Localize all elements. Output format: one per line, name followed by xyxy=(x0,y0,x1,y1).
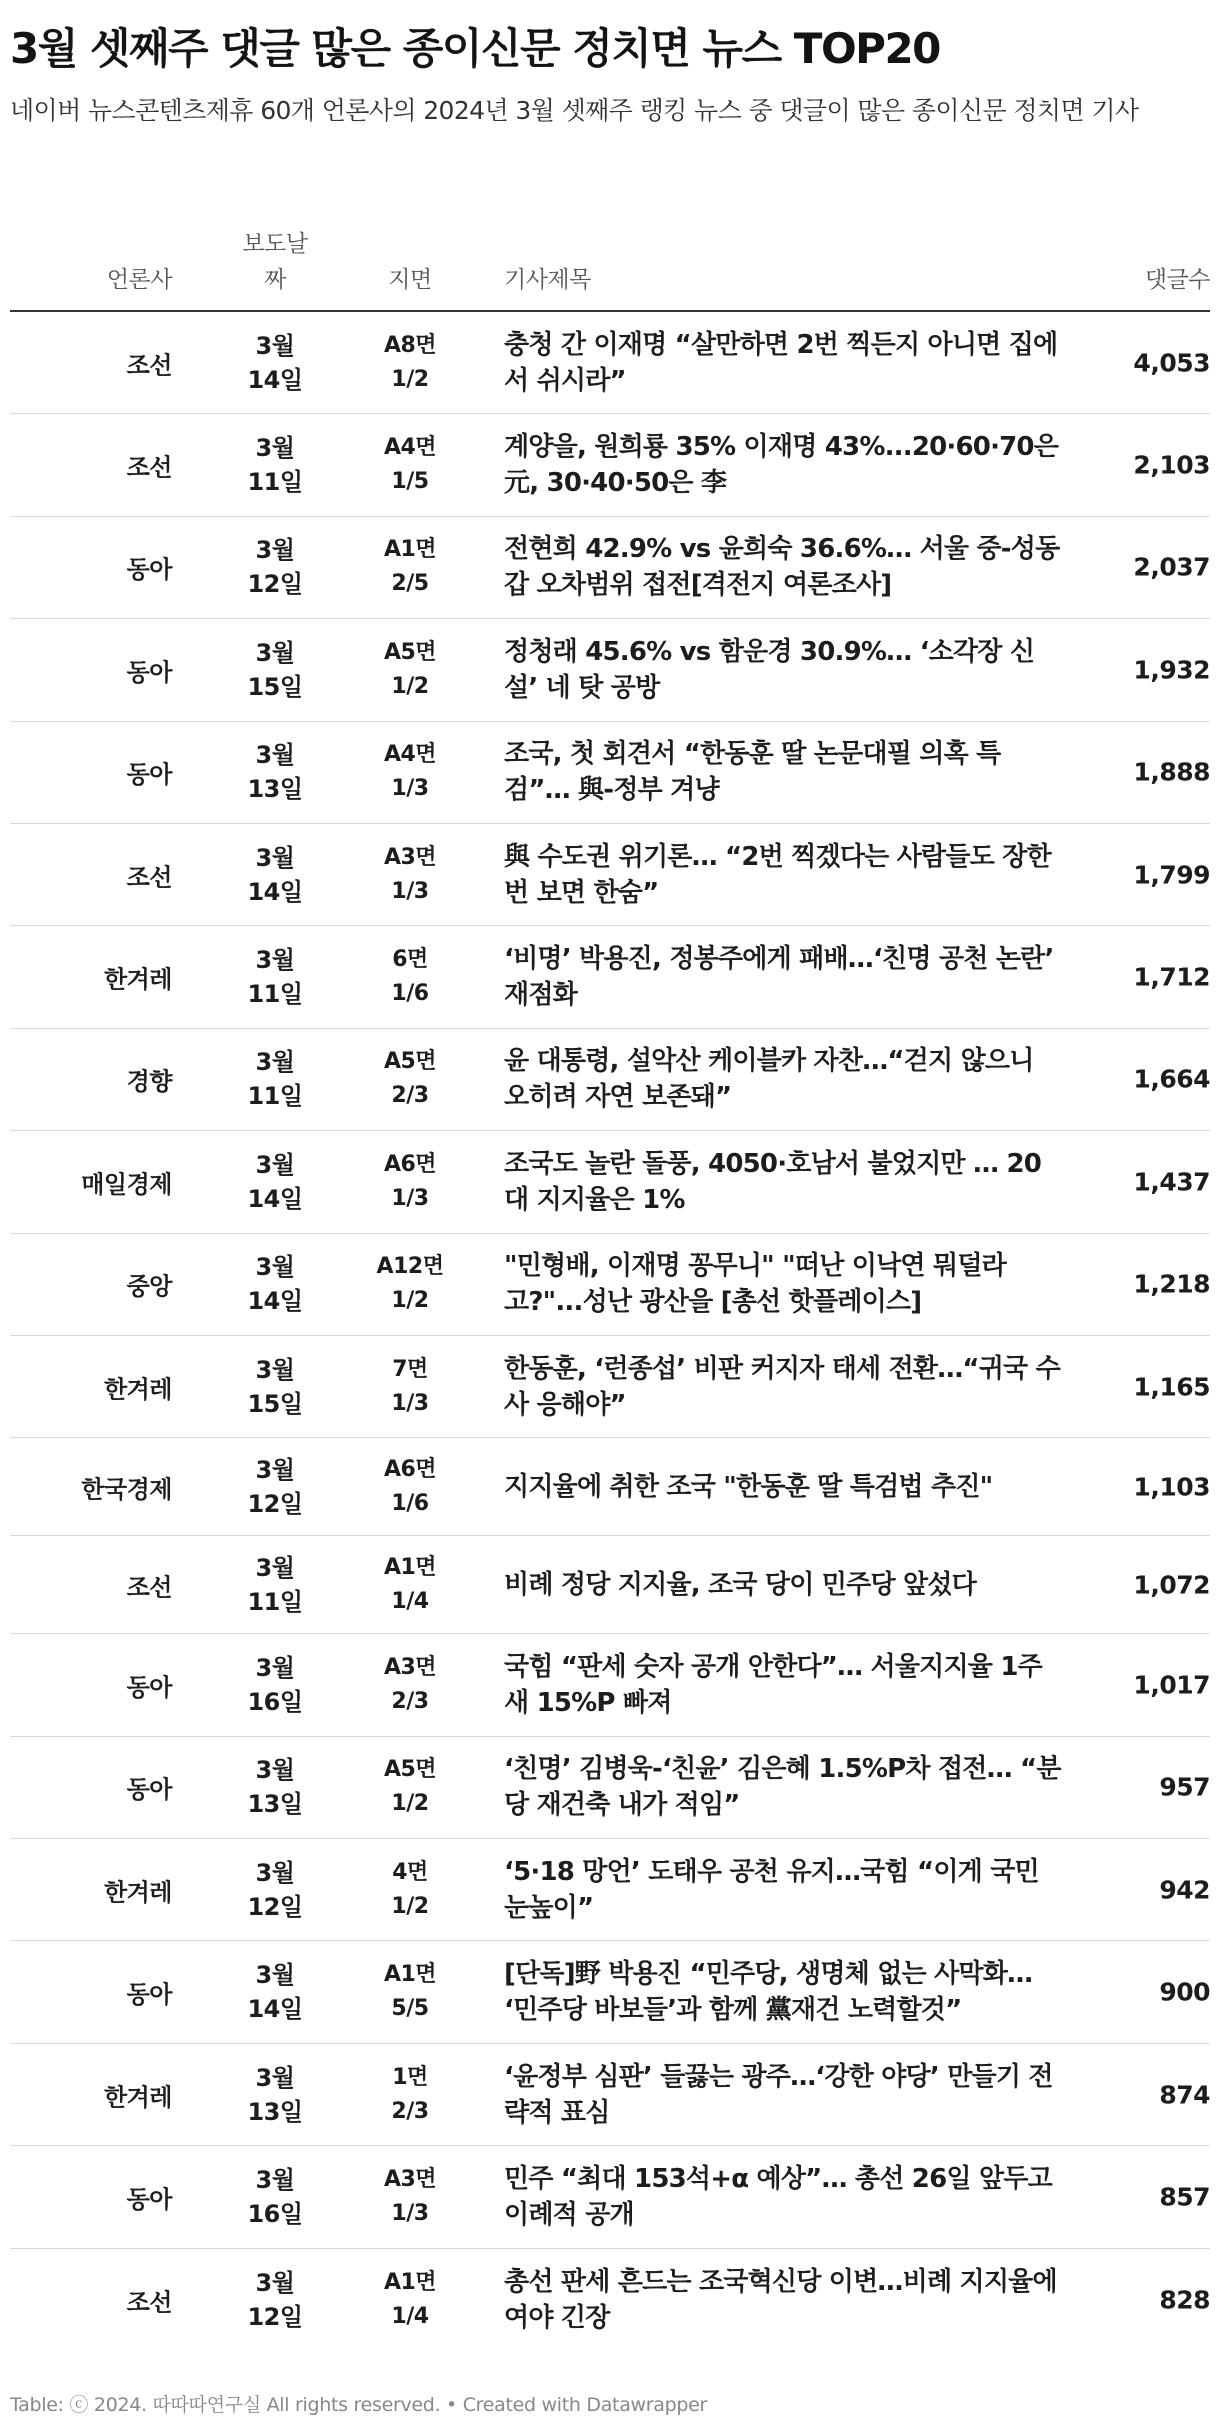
source-cell: 동아 xyxy=(126,658,172,687)
page-order: 1/6 xyxy=(391,981,429,1007)
table-row xyxy=(10,1941,1210,2043)
page-number: A1면 xyxy=(383,1962,437,1988)
date-day: 16일 xyxy=(247,2199,303,2228)
date-day: 13일 xyxy=(247,1790,303,1819)
date-cell xyxy=(210,1551,340,1619)
source-cell: 한겨레 xyxy=(103,1878,172,1907)
page-cell xyxy=(350,636,470,704)
date-day: 14일 xyxy=(247,1287,303,1316)
page-order: 1/5 xyxy=(391,469,429,495)
page-subtitle: 네이버 뉴스콘텐츠제휴 60개 언론사의 2024년 3월 셋째주 랭킹 뉴스 중 댓글이 많은 종이신문 정치면 기사 xyxy=(10,96,1139,125)
table-row xyxy=(10,1839,1210,1941)
date-cell xyxy=(210,1353,340,1421)
table-row xyxy=(10,1536,1210,1634)
article-title-cell: 조국, 첫 회견서 “한동훈 딸 논문대필 의혹 특검”… 與-정부 겨냥 xyxy=(504,739,1001,806)
date-month: 3월 xyxy=(255,2063,295,2092)
date-day: 15일 xyxy=(247,672,303,701)
table-header xyxy=(10,222,1210,312)
page-title: 3월 셋째주 댓글 많은 종이신문 정치면 뉴스 TOP20 xyxy=(10,24,940,73)
page-order: 2/3 xyxy=(391,1083,429,1109)
article-title-cell: 정청래 45.6% vs 함운경 30.9%… ‘소각장 신설’ 네 탓 공방 xyxy=(504,636,1035,703)
date-month: 3월 xyxy=(255,741,295,770)
page-cell xyxy=(350,1353,470,1421)
date-cell xyxy=(210,1651,340,1719)
source-cell: 한겨레 xyxy=(103,1375,172,1404)
date-cell xyxy=(210,1453,340,1521)
page-order: 2/5 xyxy=(391,571,429,597)
page-cell xyxy=(350,1250,470,1318)
table-row xyxy=(10,1438,1210,1536)
date-cell xyxy=(210,1856,340,1924)
page-number: A1면 xyxy=(383,2269,437,2295)
page-cell xyxy=(350,841,470,909)
source-cell: 매일경제 xyxy=(81,1170,172,1199)
page-number: A1면 xyxy=(383,537,437,563)
table-row xyxy=(10,1336,1210,1438)
date-day: 13일 xyxy=(247,2097,303,2126)
date-month: 3월 xyxy=(255,1553,295,1582)
date-cell xyxy=(210,329,340,397)
article-title-cell: 총선 판세 흔드는 조국혁신당 이변…비례 지지율에 여야 긴장 xyxy=(504,2266,1057,2333)
comment-count-cell: 4,053 xyxy=(1133,348,1210,378)
table-row xyxy=(10,517,1210,619)
date-day: 14일 xyxy=(247,1995,303,2024)
date-cell xyxy=(210,1045,340,1113)
page-cell xyxy=(350,1958,470,2026)
date-month: 3월 xyxy=(255,434,295,463)
page-cell xyxy=(350,1551,470,1619)
page-order: 1/4 xyxy=(391,2303,429,2329)
article-title-cell: ‘윤정부 심판’ 들끓는 광주…‘강한 야당’ 만들기 전략적 표심 xyxy=(504,2061,1053,2128)
page-cell xyxy=(350,738,470,806)
column-header-date-line2: 짜 xyxy=(264,267,286,293)
date-cell xyxy=(210,1958,340,2026)
comment-count-cell: 1,103 xyxy=(1133,1472,1210,1502)
source-cell: 한겨레 xyxy=(103,2083,172,2112)
page-number: A5면 xyxy=(383,1757,437,1783)
article-title-cell: 계양을, 원희룡 35% 이재명 43%...20·60·70은 元, 30·40·50은 李 xyxy=(504,432,1059,499)
column-header-title[interactable]: 기사제목 xyxy=(504,267,591,293)
page-cell xyxy=(350,1856,470,1924)
date-cell xyxy=(210,2163,340,2231)
source-cell: 조선 xyxy=(126,863,172,892)
table-row xyxy=(10,1634,1210,1736)
page-order: 1/2 xyxy=(391,1791,429,1817)
date-cell xyxy=(210,2266,340,2334)
article-title-cell: 조국도 놀란 돌풍, 4050·호남서 불었지만 … 20대 지지율은 1% xyxy=(504,1148,1042,1215)
comment-count-cell: 1,664 xyxy=(1133,1064,1210,1094)
comment-count-cell: 1,888 xyxy=(1133,757,1210,787)
date-month: 3월 xyxy=(255,1961,295,1990)
comment-count-cell: 828 xyxy=(1159,2285,1210,2315)
date-month: 3월 xyxy=(255,1355,295,1384)
comment-count-cell: 2,103 xyxy=(1133,450,1210,480)
article-title-cell: 비례 정당 지지율, 조국 당이 민주당 앞섰다 xyxy=(504,1569,976,1600)
date-month: 3월 xyxy=(255,2268,295,2297)
date-day: 11일 xyxy=(247,980,303,1009)
date-cell xyxy=(210,2061,340,2129)
article-title-cell: 與 수도권 위기론… “2번 찍겠다는 사람들도 장한번 보면 한숨” xyxy=(504,841,1051,908)
source-cell: 동아 xyxy=(126,1980,172,2009)
comment-count-cell: 900 xyxy=(1159,1977,1210,2007)
page-order: 1/3 xyxy=(391,1185,429,1211)
table-row xyxy=(10,1737,1210,1839)
date-day: 11일 xyxy=(247,468,303,497)
date-month: 3월 xyxy=(255,536,295,565)
table-row xyxy=(10,619,1210,721)
page-order: 2/3 xyxy=(391,2098,429,2124)
date-cell xyxy=(210,841,340,909)
page-order: 1/3 xyxy=(391,1390,429,1416)
date-day: 16일 xyxy=(247,1687,303,1716)
date-month: 3월 xyxy=(255,331,295,360)
table-row xyxy=(10,2146,1210,2248)
page-cell xyxy=(350,329,470,397)
date-month: 3월 xyxy=(255,1858,295,1887)
page-order: 2/3 xyxy=(391,1688,429,1714)
date-day: 12일 xyxy=(247,2302,303,2331)
date-month: 3월 xyxy=(255,1455,295,1484)
page-order: 1/2 xyxy=(391,1288,429,1314)
article-title-cell: 민주 “최대 153석+α 예상”… 총선 26일 앞두고 이례적 공개 xyxy=(504,2163,1052,2230)
date-month: 3월 xyxy=(255,1653,295,1682)
article-title-cell: 국힘 “판세 숫자 공개 안한다”… 서울지지율 1주새 15%P 빠져 xyxy=(504,1651,1042,1718)
source-cell: 한겨레 xyxy=(103,965,172,994)
page-cell xyxy=(350,1148,470,1216)
table-row xyxy=(10,312,1210,414)
page-number: 7면 xyxy=(392,1356,428,1382)
comment-count-cell: 942 xyxy=(1159,1875,1210,1905)
date-month: 3월 xyxy=(255,843,295,872)
page-number: A3면 xyxy=(383,2166,437,2192)
page-order: 1/3 xyxy=(391,878,429,904)
table-row xyxy=(10,824,1210,926)
table-row xyxy=(10,2044,1210,2146)
article-title-cell: 충청 간 이재명 “살만하면 2번 찍든지 아니면 집에서 쉬시라” xyxy=(504,329,1058,396)
table-row xyxy=(10,926,1210,1028)
page-order: 1/3 xyxy=(391,776,429,802)
comment-count-cell: 1,072 xyxy=(1133,1570,1210,1600)
source-cell: 조선 xyxy=(126,453,172,482)
date-month: 3월 xyxy=(255,2165,295,2194)
page-cell xyxy=(350,1453,470,1521)
date-cell xyxy=(210,1250,340,1318)
date-cell xyxy=(210,431,340,499)
comment-count-cell: 1,437 xyxy=(1133,1167,1210,1197)
comment-count-cell: 874 xyxy=(1159,2080,1210,2110)
page-cell xyxy=(350,431,470,499)
source-cell: 동아 xyxy=(126,1673,172,1702)
comment-count-cell: 1,218 xyxy=(1133,1269,1210,1299)
page-cell xyxy=(350,943,470,1011)
date-month: 3월 xyxy=(255,946,295,975)
date-day: 12일 xyxy=(247,570,303,599)
page-order: 1/2 xyxy=(391,366,429,392)
page-number: 6면 xyxy=(392,947,428,973)
page-number: A6면 xyxy=(383,1456,437,1482)
page-order: 5/5 xyxy=(391,1996,429,2022)
table-row xyxy=(10,1029,1210,1131)
page-cell xyxy=(350,1045,470,1113)
article-title-cell: 한동훈, ‘런종섭’ 비판 커지자 태세 전환…“귀국 수사 응해야” xyxy=(504,1353,1060,1420)
page-order: 1/4 xyxy=(391,1588,429,1614)
page-number: A3면 xyxy=(383,844,437,870)
date-day: 15일 xyxy=(247,1389,303,1418)
article-title-cell: 윤 대통령, 설악산 케이블카 자찬…“걷지 않으니 오히려 자연 보존돼” xyxy=(504,1046,1034,1113)
table-row xyxy=(10,1234,1210,1336)
article-title-cell: [단독]野 박용진 “민주당, 생명체 없는 사막화… ‘민주당 바보들’과 함께 黨재건 노력할것” xyxy=(504,1959,1033,2026)
page-order: 1/6 xyxy=(391,1490,429,1516)
source-cell: 한국경제 xyxy=(81,1475,172,1504)
source-cell: 중앙 xyxy=(126,1272,172,1301)
date-day: 11일 xyxy=(247,1082,303,1111)
date-cell xyxy=(210,533,340,601)
article-title-cell: "민형배, 이재명 꽁무니" "떠난 이낙연 뭐덜라고?"...성난 광산을 [총선 핫플레이스] xyxy=(504,1251,1006,1318)
date-day: 12일 xyxy=(247,1489,303,1518)
date-day: 14일 xyxy=(247,365,303,394)
date-day: 12일 xyxy=(247,1892,303,1921)
date-cell xyxy=(210,1148,340,1216)
article-title-cell: 지지율에 취한 조국 "한동훈 딸 특검법 추진" xyxy=(504,1471,993,1502)
page-number: A1면 xyxy=(383,1554,437,1580)
source-cell: 동아 xyxy=(126,2185,172,2214)
date-month: 3월 xyxy=(255,638,295,667)
table-row xyxy=(10,2249,1210,2351)
table-row xyxy=(10,722,1210,824)
column-header-page[interactable]: 지면 xyxy=(388,267,432,293)
date-month: 3월 xyxy=(255,1048,295,1077)
comment-count-cell: 957 xyxy=(1159,1772,1210,1802)
column-header-date[interactable] xyxy=(210,226,340,298)
page-number: 4면 xyxy=(392,1859,428,1885)
page-number: 1면 xyxy=(392,2064,428,2090)
page-cell xyxy=(350,1753,470,1821)
date-month: 3월 xyxy=(255,1253,295,1282)
source-cell: 동아 xyxy=(126,760,172,789)
page-number: A5면 xyxy=(383,1049,437,1075)
date-month: 3월 xyxy=(255,1150,295,1179)
page-order: 1/3 xyxy=(391,2200,429,2226)
news-table xyxy=(10,222,1210,2351)
page-number: A5면 xyxy=(383,639,437,665)
date-cell xyxy=(210,636,340,704)
page-number: A6면 xyxy=(383,1151,437,1177)
date-cell xyxy=(210,943,340,1011)
date-day: 14일 xyxy=(247,1184,303,1213)
article-title-cell: 전현희 42.9% vs 윤희숙 36.6%… 서울 중-성동갑 오차범위 접전[격전지 여론조사] xyxy=(504,534,1060,601)
comment-count-cell: 857 xyxy=(1159,2182,1210,2212)
date-day: 14일 xyxy=(247,877,303,906)
comment-count-cell: 1,932 xyxy=(1133,655,1210,685)
source-cell: 경향 xyxy=(126,1067,172,1096)
comment-count-cell: 1,712 xyxy=(1133,962,1210,992)
page-order: 1/2 xyxy=(391,673,429,699)
article-title-cell: ‘5·18 망언’ 도태우 공천 유지…국힘 “이게 국민 눈높이” xyxy=(504,1856,1039,1923)
column-header-source[interactable]: 언론사 xyxy=(106,267,172,293)
table-body xyxy=(10,312,1210,2351)
article-title-cell: ‘친명’ 김병욱-‘친윤’ 김은혜 1.5%P차 접전… “분당 재건축 내가 적임” xyxy=(504,1754,1061,1821)
page-number: A4면 xyxy=(383,742,437,768)
date-cell xyxy=(210,1753,340,1821)
date-day: 13일 xyxy=(247,775,303,804)
article-title-cell: ‘비명’ 박용진, 정봉주에게 패배…‘친명 공천 논란’ 재점화 xyxy=(504,944,1054,1011)
date-cell xyxy=(210,738,340,806)
date-month: 3월 xyxy=(255,1756,295,1785)
page-number: A8면 xyxy=(383,332,437,358)
column-header-comments[interactable]: 댓글수 xyxy=(1144,267,1210,293)
footer-credit[interactable]: Table: ⓒ 2024. 따따따연구실 All rights reserved. • Created with Datawrapper xyxy=(10,2394,708,2416)
source-cell: 조선 xyxy=(126,1573,172,1602)
comment-count-cell: 1,017 xyxy=(1133,1670,1210,1700)
page-number: A12면 xyxy=(376,1254,444,1280)
page-number: A4면 xyxy=(383,435,437,461)
page-number: A3면 xyxy=(383,1654,437,1680)
comment-count-cell: 1,165 xyxy=(1133,1372,1210,1402)
source-cell: 조선 xyxy=(126,351,172,380)
page-cell xyxy=(350,1651,470,1719)
page-cell xyxy=(350,2266,470,2334)
page-cell xyxy=(350,2061,470,2129)
page-cell xyxy=(350,533,470,601)
source-cell: 동아 xyxy=(126,1775,172,1804)
comment-count-cell: 1,799 xyxy=(1133,860,1210,890)
page-cell xyxy=(350,2163,470,2231)
table-row xyxy=(10,1131,1210,1233)
source-cell: 동아 xyxy=(126,555,172,584)
column-header-date-line1: 보도날 xyxy=(242,231,308,257)
page-order: 1/2 xyxy=(391,1893,429,1919)
comment-count-cell: 2,037 xyxy=(1133,552,1210,582)
date-day: 11일 xyxy=(247,1587,303,1616)
source-cell: 조선 xyxy=(126,2288,172,2317)
table-row xyxy=(10,414,1210,516)
